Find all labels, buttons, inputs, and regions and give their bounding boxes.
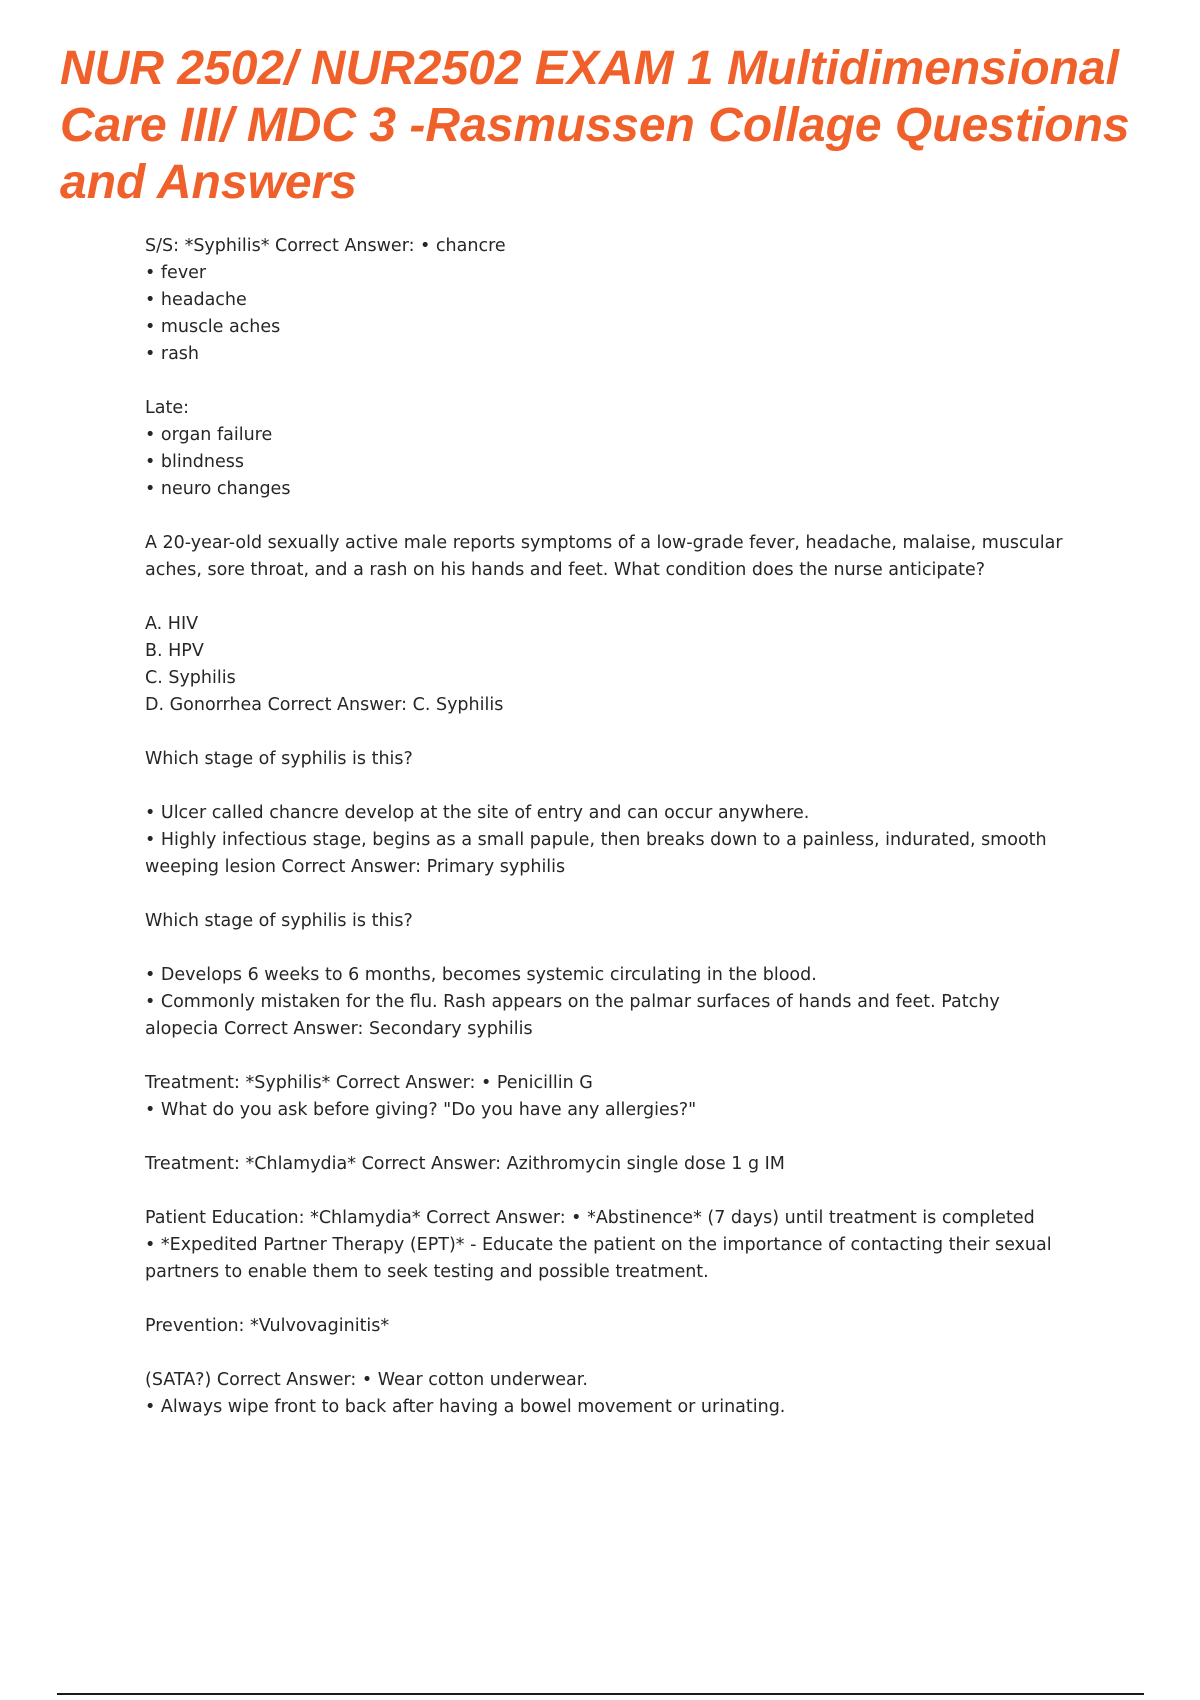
text-line: partners to enable them to seek testing and possible treatment. [145,1262,709,1282]
text-line: Treatment: *Chlamydia* Correct Answer: Azithromycin single dose 1 g IM [145,1154,785,1174]
text-line: D. Gonorrhea Correct Answer: C. Syphilis [145,695,504,715]
paragraph-gap [145,1286,1095,1313]
text-line: • muscle aches [145,317,281,337]
text-line: alopecia Correct Answer: Secondary syphilis [145,1019,533,1039]
text-line: • neuro changes [145,479,291,499]
document-title: NUR 2502/ NUR2502 EXAM 1 Multidimensional Care III/ MDC 3 -Rasmussen Collage Questions and Answers [60,42,1130,209]
text-line: weeping lesion Correct Answer: Primary syphilis [145,857,566,877]
text-line: • *Expedited Partner Therapy (EPT)* - Educate the patient on the importance of contacting their sexual [145,1235,1052,1255]
text-line: A 20-year-old sexually active male reports symptoms of a low-grade fever, headache, malaise, muscular [145,533,1063,553]
text-line: • What do you ask before giving? "Do you have any allergies?" [145,1100,697,1120]
paragraph-gap [145,503,1095,530]
paragraph-gap [145,719,1095,746]
text-line: B. HPV [145,641,204,661]
text-line: • fever [145,263,207,283]
paragraph-gap [145,935,1095,962]
text-line: (SATA?) Correct Answer: • Wear cotton underwear. [145,1370,588,1390]
text-line: Prevention: *Vulvovaginitis* [145,1316,390,1336]
paragraph-gap [145,584,1095,611]
text-line: Patient Education: *Chlamydia* Correct Answer: • *Abstinence* (7 days) until treatment is completed [145,1208,1035,1228]
text-line: • Highly infectious stage, begins as a small papule, then breaks down to a painless, indurated, smooth [145,830,1047,850]
text-line: C. Syphilis [145,668,236,688]
paragraph-gap [145,368,1095,395]
text-line: A. HIV [145,614,199,634]
text-line: S/S: *Syphilis* Correct Answer: • chancre [145,236,506,256]
paragraph-gap [145,773,1095,800]
text-line: • organ failure [145,425,273,445]
paragraph-gap [145,1124,1095,1151]
text-line: • Develops 6 weeks to 6 months, becomes systemic circulating in the blood. [145,965,817,985]
paragraph-gap [145,1043,1095,1070]
footer-divider [57,1693,1144,1695]
paragraph-gap [145,1340,1095,1367]
text-line: • headache [145,290,247,310]
text-line: Which stage of syphilis is this? [145,911,413,931]
text-line: • rash [145,344,200,364]
paragraph-gap [145,1178,1095,1205]
text-line: • Always wipe front to back after having a bowel movement or urinating. [145,1397,786,1417]
text-line: Late: [145,398,189,418]
text-line: Treatment: *Syphilis* Correct Answer: • Penicillin G [145,1073,593,1093]
document-body [145,233,1095,1421]
text-line: • Ulcer called chancre develop at the site of entry and can occur anywhere. [145,803,810,823]
text-line: • Commonly mistaken for the flu. Rash appears on the palmar surfaces of hands and feet. Patchy [145,992,1000,1012]
text-line: Which stage of syphilis is this? [145,749,413,769]
paragraph-gap [145,881,1095,908]
text-line: • blindness [145,452,245,472]
text-line: aches, sore throat, and a rash on his hands and feet. What condition does the nurse anticipate? [145,560,986,580]
